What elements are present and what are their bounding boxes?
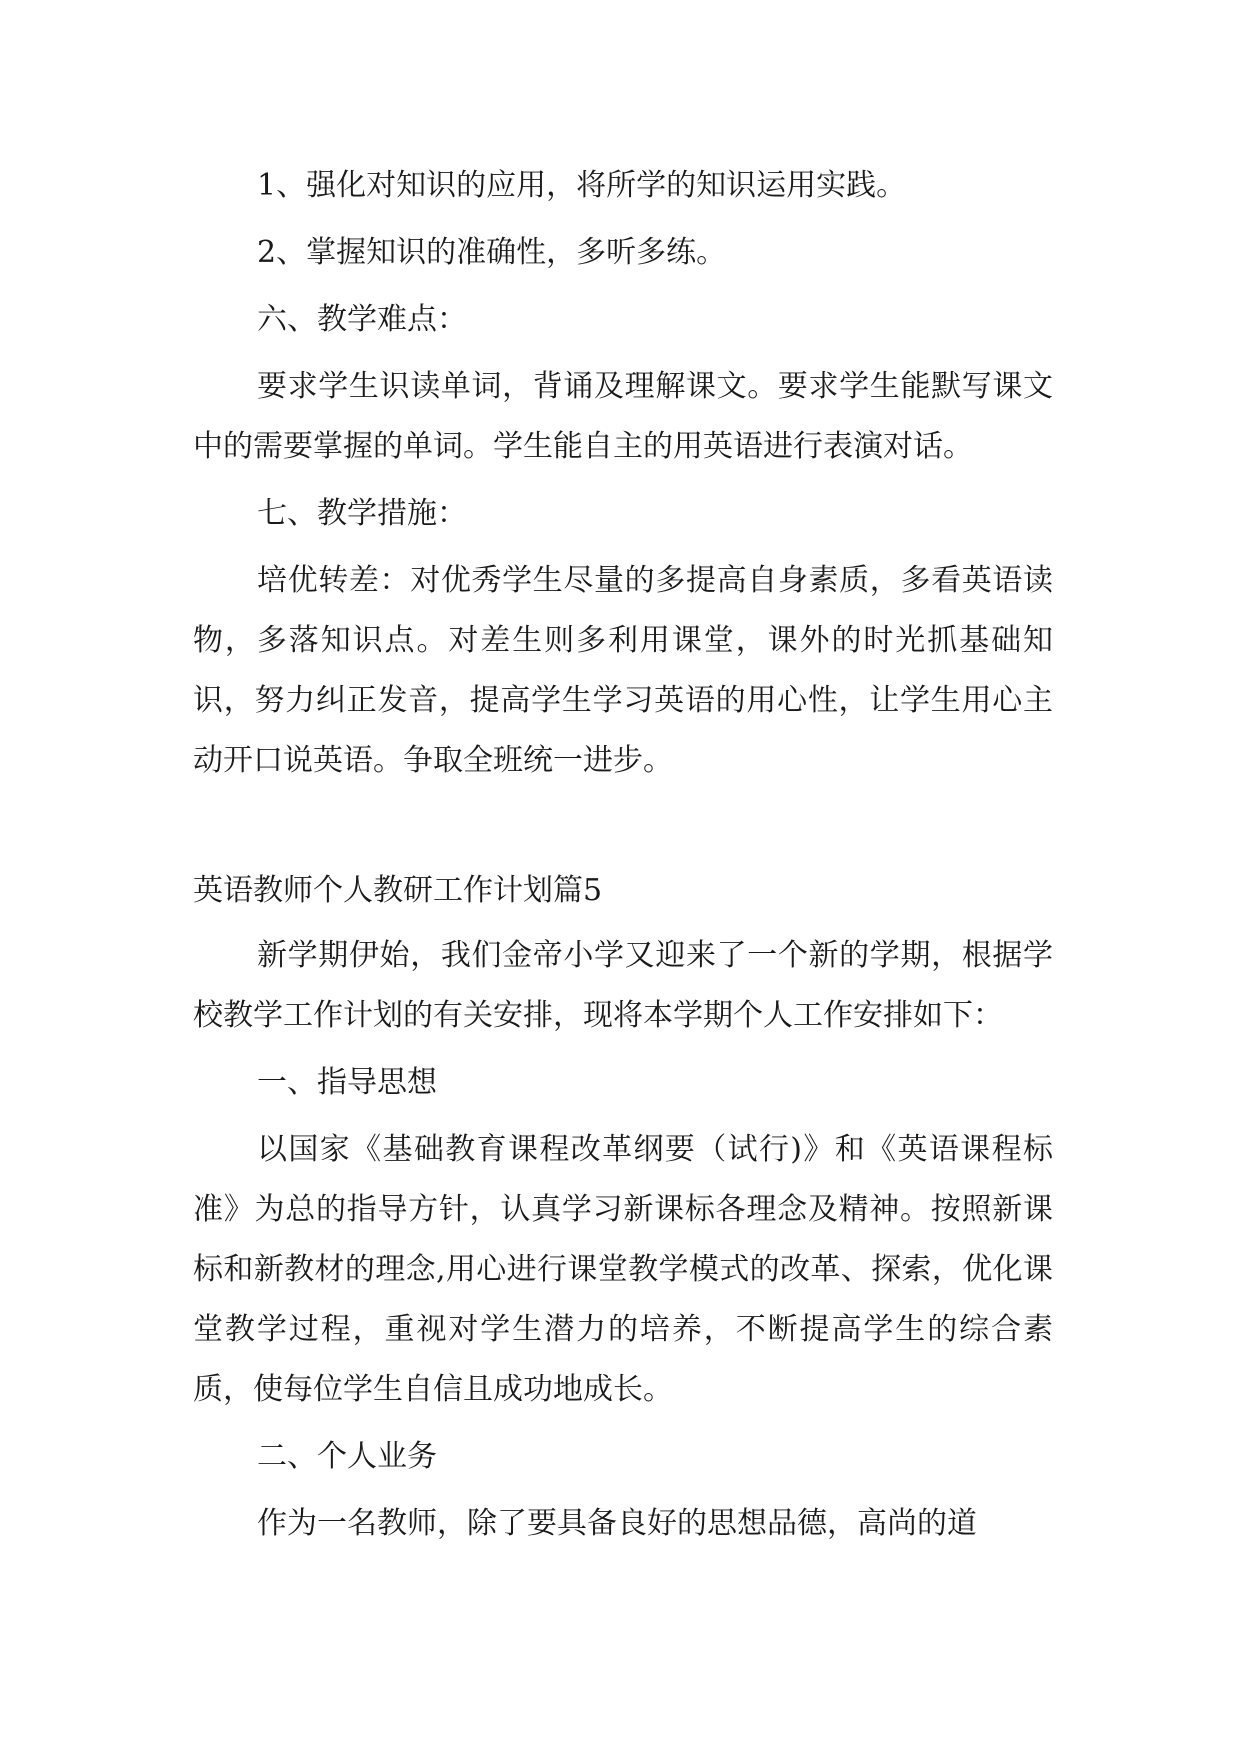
paragraph-measures: 培优转差：对优秀学生尽量的多提高自身素质，多看英语读物，多落知识点。对差生则多利用课堂，课外的时光抓基础知识，努力纠正发音，提高学生学习英语的用心性，让学生用心主动开口说英语。争取全班统一进步。: [193, 563, 1053, 778]
paragraph-item-1: 1、强化对知识的应用，将所学的知识运用实践。: [257, 168, 907, 203]
paragraph-intro: 新学期伊始，我们金帝小学又迎来了一个新的学期，根据学校教学工作计划的有关安排，现将本学期个人工作安排如下：: [193, 938, 1053, 1033]
document-body: [193, 156, 1053, 1561]
section-heading-guiding-thought: 一、指导思想: [257, 1065, 437, 1100]
paragraph-guiding-thought: 以国家《基础教育课程改革纲要（试行)》和《英语课程标准》为总的指导方针，认真学习新课标各理念及精神。按照新课标和新教材的理念,用心进行课堂教学模式的改革、探索，优化课堂教学过程，重视对学生潜力的培养，不断提高学生的综合素质，使每位学生自信且成功地成长。: [193, 1132, 1053, 1407]
article-title: 英语教师个人教研工作计划篇5: [193, 873, 603, 908]
paragraph-personal-work: 作为一名教师，除了要具备良好的思想品德，高尚的道: [257, 1506, 977, 1541]
paragraph-difficulties: 要求学生识读单词，背诵及理解课文。要求学生能默写课文中的需要掌握的单词。学生能自主的用英语进行表演对话。: [193, 369, 1053, 464]
section-heading-personal-work: 二、个人业务: [257, 1439, 437, 1474]
section-heading-difficulties: 六、教学难点：: [257, 302, 467, 337]
paragraph-item-2: 2、掌握知识的准确性，多听多练。: [257, 235, 727, 270]
section-heading-measures: 七、教学措施：: [257, 496, 467, 531]
